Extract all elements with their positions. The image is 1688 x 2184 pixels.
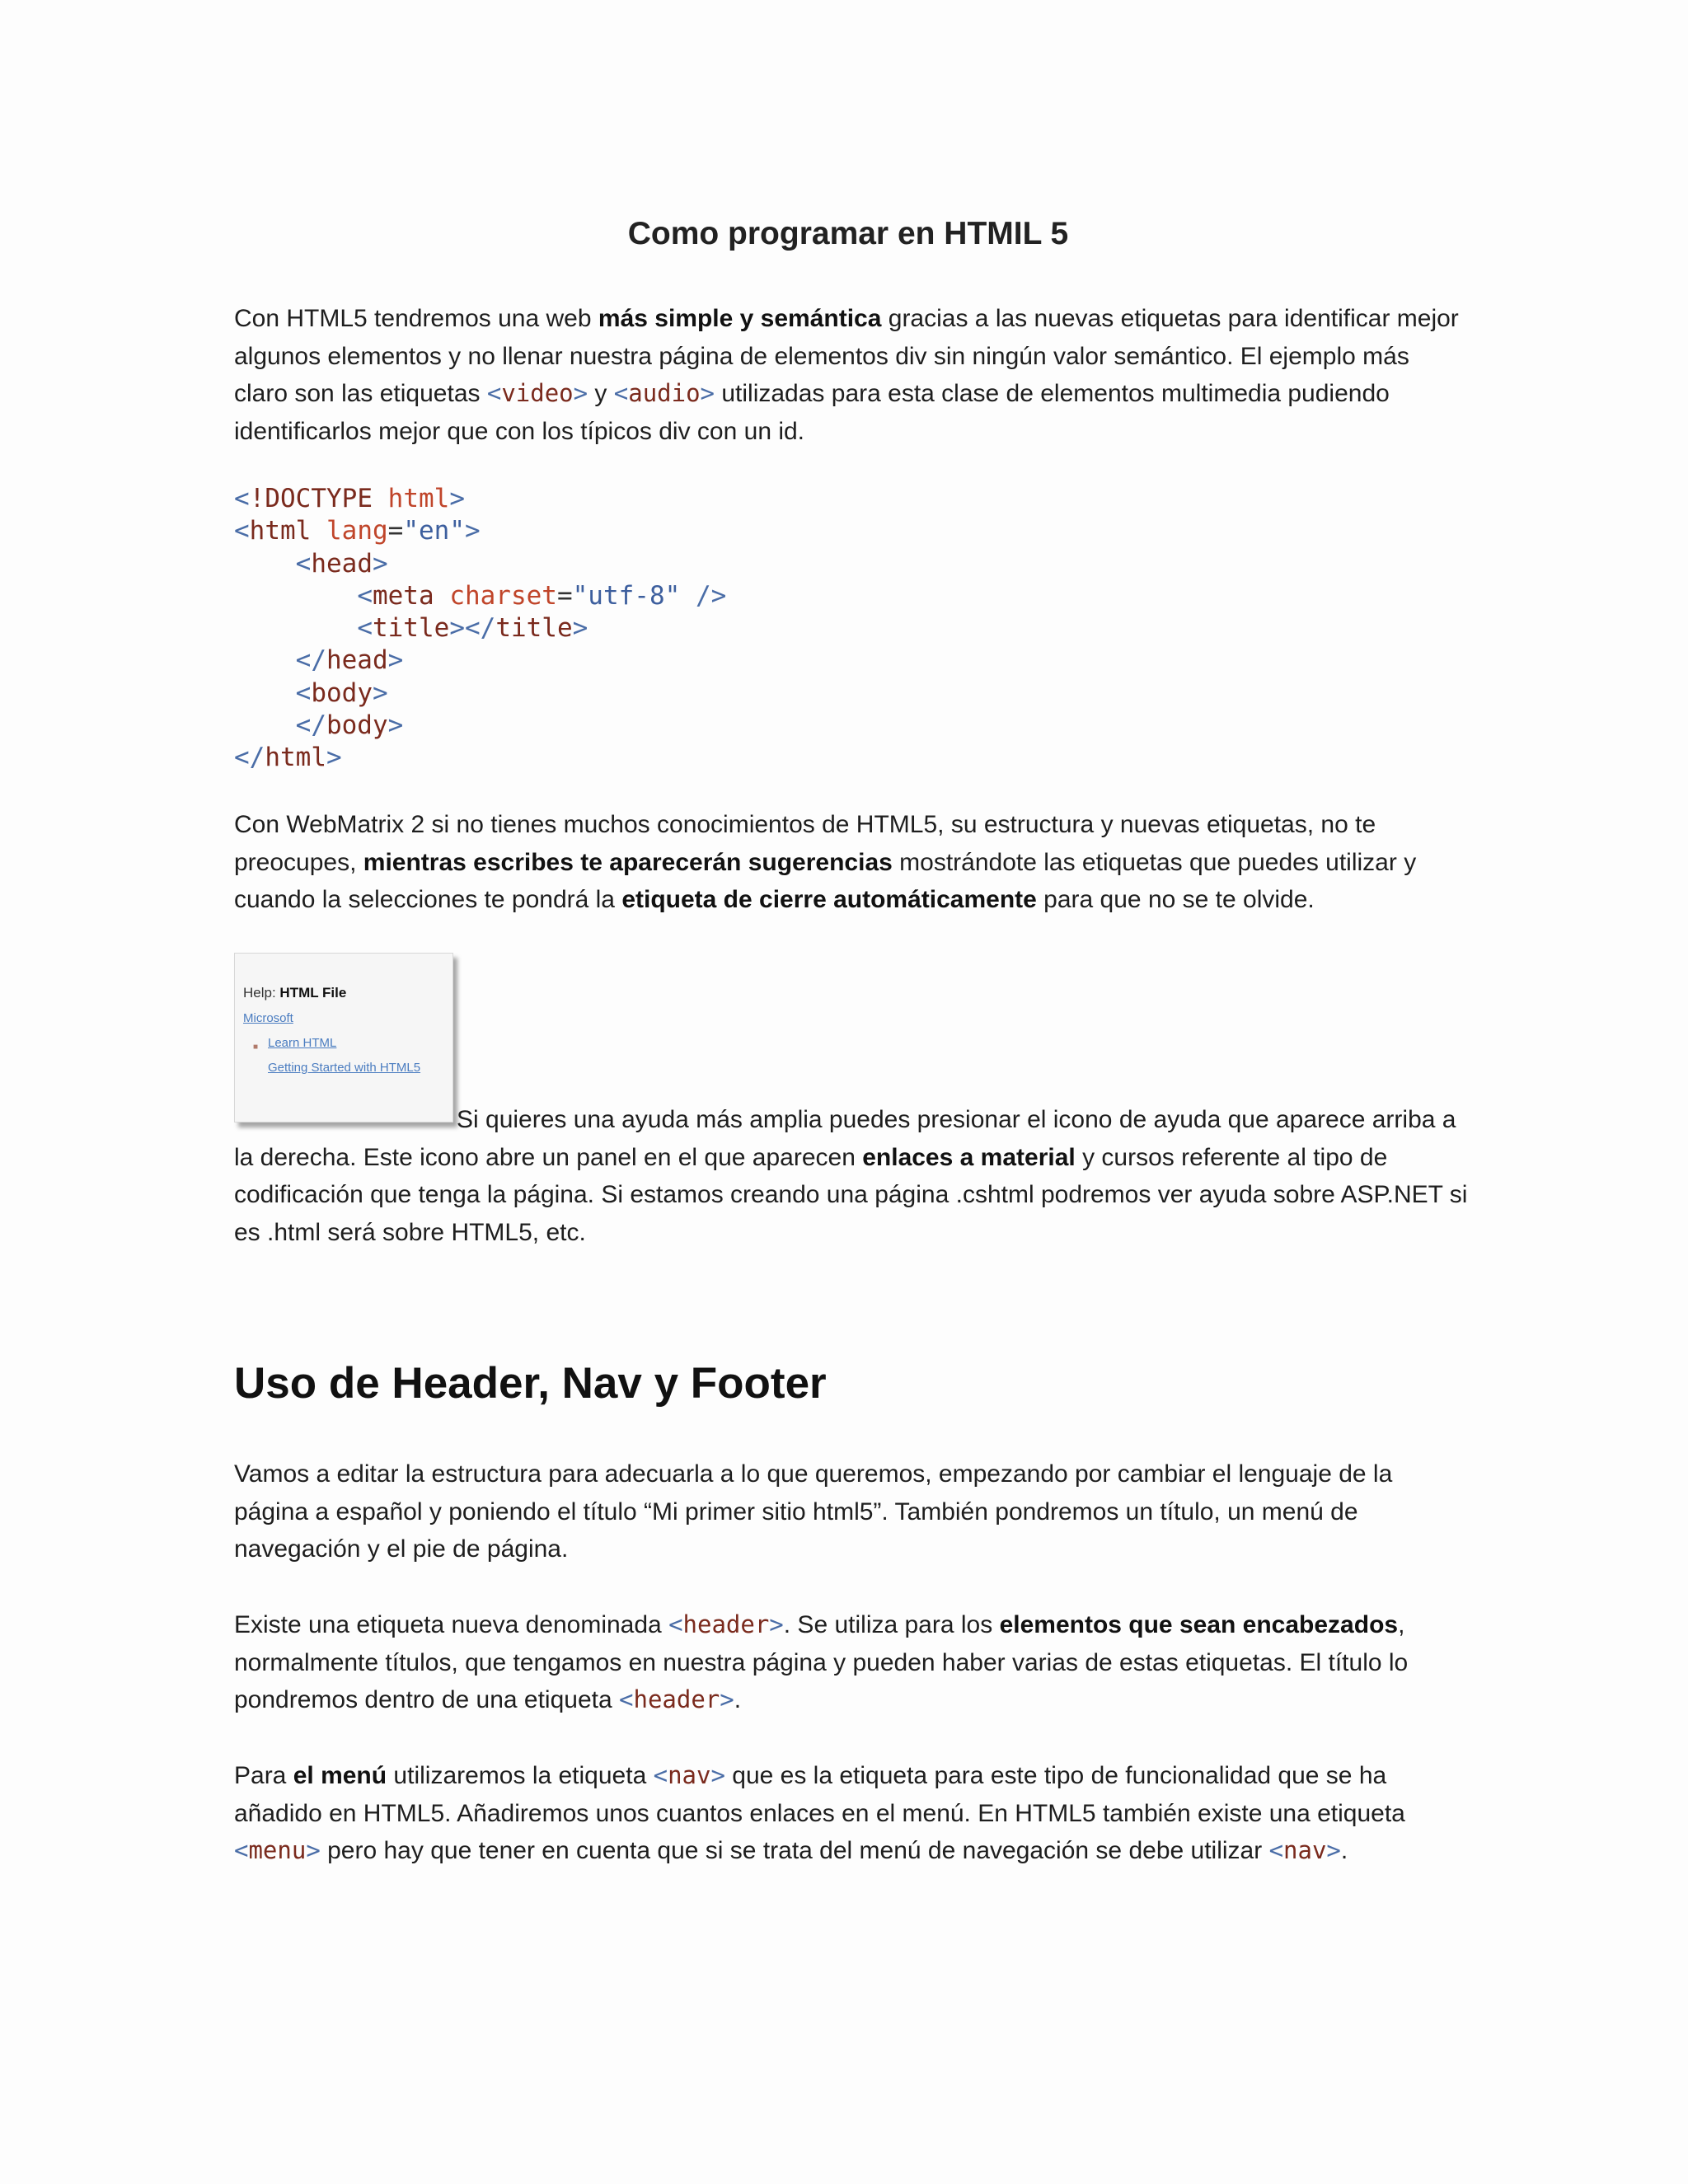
help-link-learn-html: Learn HTML — [268, 1036, 337, 1050]
help-panel-title: Help: HTML File — [243, 985, 347, 1001]
text-run: Si quieres una ayuda más amplia puedes presionar el icono de ayuda que aparece arriba a la derecha. Este icono abre un panel en el que aparecen — [234, 1106, 1456, 1171]
structure-paragraph: Vamos a editar la estructura para adecuarla a lo que queremos, empezando por cambiar el lenguaje de la página a español y poniendo el título “Mi primer sitio html5”. También pondremos un título, un menú de navegación y el pie de página. — [234, 1460, 1393, 1563]
nav-paragraph — [234, 1757, 1462, 1870]
webmatrix-paragraph — [234, 806, 1462, 919]
inline-code-header: <header> — [668, 1610, 784, 1638]
header-paragraph — [234, 1606, 1462, 1719]
document-title: Como programar en HTMIL 5 — [627, 216, 1069, 251]
section-heading: Uso de Header, Nav y Footer — [234, 1359, 827, 1408]
bold-run: enlaces a material — [862, 1143, 1076, 1171]
bullet-icon: ■ — [253, 1043, 259, 1052]
help-panel-screenshot — [234, 953, 453, 1122]
help-link-getting-started: Getting Started with HTML5 — [268, 1061, 421, 1075]
code-line: <meta charset="utf-8" /> — [357, 580, 727, 611]
text-run: Existe una etiqueta nueva denominada — [234, 1611, 669, 1638]
text-run: pero hay que tener en cuenta que si se trata del menú de navegación se debe utilizar — [320, 1837, 1269, 1864]
code-line: </html> — [234, 743, 342, 773]
text-run: Para — [234, 1762, 293, 1789]
code-block — [234, 483, 726, 775]
inline-code-audio: <audio> — [613, 379, 715, 407]
inline-code-nav: <nav> — [653, 1761, 725, 1789]
bold-run: etiqueta de cierre automáticamente — [621, 886, 1037, 913]
code-line: <!DOCTYPE html> — [234, 484, 465, 513]
text-run: para que no se te olvide. — [1036, 886, 1315, 913]
text-run: gracias a las nuevas etiquetas para identificar mejor algunos elementos y no llenar nuestra página de elementos div sin ningún valor semántico. El ejemplo más claro son las etiquetas — [234, 305, 1459, 407]
code-line: </body> — [295, 710, 404, 741]
code-line: <html lang="en"> — [234, 516, 481, 546]
help-paragraph — [234, 1101, 1470, 1251]
inline-code-nav: <nav> — [1268, 1836, 1341, 1864]
intro-paragraph — [234, 300, 1462, 450]
text-run: que es la etiqueta para este tipo de funcionalidad que se ha añadido en HTML5. Añadiremos unos cuantos enlaces en el menú. En HTML5 también existe una etiqueta — [234, 1762, 1405, 1827]
bold-run: mientras escribes te aparecerán sugerencias — [363, 848, 893, 876]
inline-code-video: <video> — [486, 379, 588, 407]
text-run: y — [588, 380, 614, 407]
text-run: y cursos referente al tipo de codificación que tenga la página. Si estamos creando una página .cshtml podremos ver ayuda sobre ASP.NET si es .html será sobre HTML5, etc. — [234, 1143, 1468, 1246]
text-run: , normalmente títulos, que tengamos en nuestra página y pueden haber varias de estas etiquetas. El título lo pondremos dentro de una etiqueta — [234, 1611, 1409, 1713]
code-line: <body> — [295, 677, 388, 708]
bold-run: el menú — [293, 1762, 387, 1789]
text-run: Con HTML5 tendremos una web — [234, 305, 598, 332]
text-run: . — [1340, 1837, 1348, 1864]
text-run: . — [734, 1686, 742, 1713]
inline-code-header: <header> — [619, 1685, 734, 1713]
text-run: utilizaremos la etiqueta — [387, 1762, 654, 1789]
code-line: <head> — [295, 548, 388, 579]
bold-run: elementos que sean encabezados — [999, 1611, 1399, 1638]
code-line: <title></title> — [357, 613, 588, 644]
code-line: </head> — [295, 645, 404, 676]
text-run: utilizadas para esta clase de elementos multimedia pudiendo identificarlos mejor que con los típicos div con un id. — [234, 380, 1390, 445]
help-link-microsoft: Microsoft — [243, 1011, 293, 1025]
text-run: Con WebMatrix 2 si no tienes muchos conocimientos de HTML5, su estructura y nuevas etiquetas, no te preocupes, — [234, 811, 1376, 876]
bold-run: más simple y semántica — [598, 305, 882, 332]
text-run: mostrándote las etiquetas que puedes utilizar y cuando la selecciones te pondrá la — [234, 848, 1417, 913]
text-run: . Se utiliza para los — [783, 1611, 1000, 1638]
inline-code-menu: <menu> — [234, 1836, 321, 1864]
